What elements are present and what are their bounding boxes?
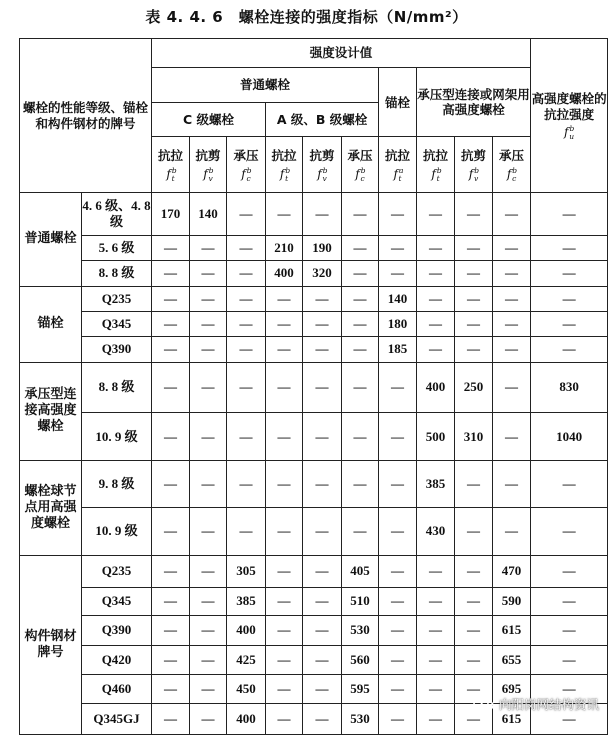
table-row — [20, 460, 608, 507]
design-value-header: 强度设计值 — [152, 39, 531, 68]
value-cell: — — [342, 413, 379, 461]
value-cell: — — [152, 704, 190, 735]
table-row — [20, 261, 608, 286]
row-label: 9. 8 级 — [82, 460, 152, 507]
ab-shear-header: 抗剪 $f^b_v$ — [303, 137, 342, 193]
value-cell: 510 — [342, 587, 379, 615]
row-label: Q420 — [82, 645, 152, 674]
value-cell: — — [417, 645, 455, 674]
value-cell: — — [455, 704, 493, 735]
anchor-header: 锚栓 — [379, 68, 417, 137]
value-cell: — — [531, 261, 608, 286]
value-cell: — — [266, 645, 303, 674]
table-row — [20, 337, 608, 362]
value-cell: — — [303, 337, 342, 362]
value-cell: — — [417, 337, 455, 362]
value-cell: — — [379, 587, 417, 615]
value-cell: 430 — [417, 507, 455, 556]
hs-shear-header: 抗剪 $f^b_v$ — [455, 137, 493, 193]
value-cell: 140 — [190, 193, 227, 236]
value-cell: — — [190, 704, 227, 735]
value-cell: — — [152, 413, 190, 461]
value-cell: — — [493, 460, 531, 507]
value-cell: 400 — [417, 362, 455, 413]
row-label: 8. 8 级 — [82, 261, 152, 286]
value-cell: 180 — [379, 311, 417, 336]
value-cell: — — [493, 235, 531, 260]
value-cell: — — [379, 616, 417, 645]
value-cell: — — [227, 507, 266, 556]
value-cell: — — [190, 507, 227, 556]
value-cell: — — [227, 193, 266, 236]
table-row — [20, 413, 608, 461]
value-cell: — — [455, 311, 493, 336]
value-cell: — — [531, 645, 608, 674]
value-cell: — — [190, 675, 227, 704]
value-cell: — — [190, 460, 227, 507]
value-cell: — — [342, 193, 379, 236]
value-cell: — — [493, 193, 531, 236]
value-cell: — — [342, 362, 379, 413]
value-cell: — — [531, 704, 608, 735]
value-cell: — — [227, 413, 266, 461]
value-cell: — — [455, 675, 493, 704]
value-cell: — — [152, 587, 190, 615]
value-cell: — — [417, 261, 455, 286]
value-cell: 400 — [227, 616, 266, 645]
table-row — [20, 556, 608, 587]
group-ordinary: 普通螺栓 — [20, 193, 82, 286]
fc-b-symbol: $f^b_c$ — [355, 165, 366, 183]
value-cell: — — [266, 337, 303, 362]
value-cell: — — [417, 616, 455, 645]
value-cell: 250 — [455, 362, 493, 413]
value-cell: — — [493, 337, 531, 362]
value-cell: — — [493, 362, 531, 413]
value-cell: — — [266, 413, 303, 461]
value-cell: 185 — [379, 337, 417, 362]
value-cell: 560 — [342, 645, 379, 674]
fv-b-symbol: $f^b_v$ — [317, 165, 328, 183]
value-cell: — — [266, 311, 303, 336]
value-cell: — — [417, 704, 455, 735]
row-label: Q390 — [82, 616, 152, 645]
value-cell: — — [152, 616, 190, 645]
c-tension-header: 抗拉 $f^b_t$ — [152, 137, 190, 193]
value-cell: — — [227, 261, 266, 286]
value-cell: 450 — [227, 675, 266, 704]
value-cell: 530 — [342, 704, 379, 735]
group-member-steel: 构件钢材牌号 — [20, 556, 82, 735]
c-shear-header: 抗剪 $f^b_v$ — [190, 137, 227, 193]
value-cell: — — [266, 556, 303, 587]
value-cell: 530 — [342, 616, 379, 645]
table-row — [20, 362, 608, 413]
value-cell: — — [455, 587, 493, 615]
value-cell: — — [342, 286, 379, 311]
row-label: Q345 — [82, 587, 152, 615]
value-cell: — — [379, 235, 417, 260]
value-cell: 385 — [417, 460, 455, 507]
row-label: Q235 — [82, 286, 152, 311]
table-row — [20, 235, 608, 260]
anchor-tension-header: 抗拉 $f^a_t$ — [379, 137, 417, 193]
table-row — [20, 645, 608, 674]
hs-tensile-header: 高强度螺栓的抗拉强度 $f^b_u$ — [531, 39, 608, 193]
value-cell: 500 — [417, 413, 455, 461]
value-cell: — — [455, 616, 493, 645]
value-cell: 830 — [531, 362, 608, 413]
fv-b-symbol: $f^b_v$ — [203, 165, 214, 183]
value-cell: — — [227, 286, 266, 311]
value-cell: — — [417, 235, 455, 260]
value-cell: — — [342, 507, 379, 556]
value-cell: — — [455, 507, 493, 556]
value-cell: — — [303, 645, 342, 674]
value-cell: — — [493, 261, 531, 286]
value-cell: — — [190, 556, 227, 587]
value-cell: 655 — [493, 645, 531, 674]
value-cell: — — [379, 193, 417, 236]
value-cell: — — [152, 645, 190, 674]
value-cell: — — [266, 675, 303, 704]
ft-b-symbol: $f^b_t$ — [431, 165, 442, 183]
fc-b-symbol: $f^b_c$ — [506, 165, 518, 183]
value-cell: — — [190, 587, 227, 615]
row-label: Q345 — [82, 311, 152, 336]
value-cell: 385 — [227, 587, 266, 615]
value-cell: — — [152, 311, 190, 336]
table-row — [20, 587, 608, 615]
value-cell: — — [152, 460, 190, 507]
value-cell: 320 — [303, 261, 342, 286]
table-row — [20, 311, 608, 336]
value-cell: — — [379, 556, 417, 587]
ab-tension-header: 抗拉 $f^b_t$ — [266, 137, 303, 193]
value-cell: 590 — [493, 587, 531, 615]
value-cell: — — [266, 193, 303, 236]
value-cell: — — [152, 261, 190, 286]
value-cell: — — [266, 362, 303, 413]
value-cell: — — [190, 286, 227, 311]
value-cell: 425 — [227, 645, 266, 674]
value-cell: — — [531, 286, 608, 311]
value-cell: — — [417, 193, 455, 236]
value-cell: — — [303, 460, 342, 507]
value-cell: — — [266, 507, 303, 556]
value-cell: 405 — [342, 556, 379, 587]
value-cell: 695 — [493, 675, 531, 704]
value-cell: — — [455, 261, 493, 286]
value-cell: — — [379, 261, 417, 286]
row-label: 5. 6 级 — [82, 235, 152, 260]
value-cell: — — [417, 286, 455, 311]
value-cell: — — [152, 235, 190, 260]
value-cell: — — [303, 616, 342, 645]
watermark: 向阳岗网结构资讯 — [473, 695, 599, 713]
value-cell: 210 — [266, 235, 303, 260]
group-ball-node: 螺栓球节点用高强度螺栓 — [20, 460, 82, 555]
hs-tension-header: 抗拉 $f^b_t$ — [417, 137, 455, 193]
value-cell: — — [342, 235, 379, 260]
value-cell: — — [531, 311, 608, 336]
value-cell: — — [531, 193, 608, 236]
value-cell: 615 — [493, 616, 531, 645]
value-cell: — — [190, 616, 227, 645]
value-cell: — — [266, 460, 303, 507]
value-cell: 140 — [379, 286, 417, 311]
row-label: 10. 9 级 — [82, 507, 152, 556]
value-cell: — — [455, 193, 493, 236]
value-cell: — — [303, 704, 342, 735]
value-cell: — — [190, 645, 227, 674]
value-cell: — — [342, 337, 379, 362]
table-title: 表 4. 4. 6 螺栓连接的强度指标（N/mm²） — [145, 8, 468, 26]
value-cell: — — [303, 286, 342, 311]
value-cell: — — [152, 337, 190, 362]
ft-b-symbol: $f^b_t$ — [166, 165, 177, 183]
value-cell: 400 — [266, 261, 303, 286]
row-label: Q390 — [82, 337, 152, 362]
value-cell: — — [227, 235, 266, 260]
wechat-icon — [473, 696, 495, 712]
value-cell: — — [493, 507, 531, 556]
ft-b-symbol: $f^b_t$ — [279, 165, 291, 183]
value-cell: — — [303, 556, 342, 587]
value-cell: — — [190, 337, 227, 362]
row-label: Q460 — [82, 675, 152, 704]
value-cell: — — [379, 704, 417, 735]
value-cell: — — [531, 616, 608, 645]
hs-bearing-header: 承压 $f^b_c$ — [493, 137, 531, 193]
value-cell: — — [227, 460, 266, 507]
value-cell: — — [152, 286, 190, 311]
row-label: Q235 — [82, 556, 152, 587]
fc-b-symbol: $f^b_c$ — [241, 165, 252, 183]
value-cell: 470 — [493, 556, 531, 587]
value-cell: — — [455, 460, 493, 507]
value-cell: — — [227, 362, 266, 413]
value-cell: — — [417, 311, 455, 336]
value-cell: 400 — [227, 704, 266, 735]
value-cell: — — [417, 675, 455, 704]
value-cell: — — [531, 337, 608, 362]
ft-a-symbol: $f^a_t$ — [393, 165, 404, 183]
value-cell: — — [455, 337, 493, 362]
strength-table — [19, 38, 608, 735]
row-label: 10. 9 级 — [82, 413, 152, 461]
value-cell: 190 — [303, 235, 342, 260]
value-cell: — — [266, 704, 303, 735]
group-anchor: 锚栓 — [20, 286, 82, 362]
value-cell: — — [342, 460, 379, 507]
value-cell: — — [531, 675, 608, 704]
value-cell: 305 — [227, 556, 266, 587]
c-grade-header: C 级螺栓 — [152, 102, 266, 136]
value-cell: — — [152, 507, 190, 556]
row-label: 4. 6 级、4. 8 级 — [82, 193, 152, 236]
value-cell: — — [531, 460, 608, 507]
value-cell: — — [152, 675, 190, 704]
value-cell: — — [531, 587, 608, 615]
value-cell: — — [303, 507, 342, 556]
value-cell: — — [417, 587, 455, 615]
value-cell: — — [379, 413, 417, 461]
fu-b-symbol: $f^b_u$ — [564, 124, 575, 142]
value-cell: — — [266, 587, 303, 615]
value-cell: 615 — [493, 704, 531, 735]
fv-b-symbol: $f^b_v$ — [468, 165, 480, 183]
value-cell: — — [531, 556, 608, 587]
value-cell: — — [227, 311, 266, 336]
value-cell: — — [190, 235, 227, 260]
group-bearing: 承压型连接高强度螺栓 — [20, 362, 82, 460]
value-cell: — — [455, 645, 493, 674]
ordinary-bolt-header: 普通螺栓 — [152, 68, 379, 102]
value-cell: 595 — [342, 675, 379, 704]
bearing-header: 承压型连接或网架用高强度螺栓 — [417, 68, 531, 137]
ab-bearing-header: 承压 $f^b_c$ — [342, 137, 379, 193]
value-cell: — — [190, 413, 227, 461]
value-cell: — — [266, 616, 303, 645]
table-row — [20, 616, 608, 645]
c-bearing-header: 承压 $f^b_c$ — [227, 137, 266, 193]
value-cell: — — [379, 460, 417, 507]
value-cell: — — [190, 261, 227, 286]
value-cell: — — [303, 587, 342, 615]
value-cell: — — [379, 675, 417, 704]
row-label: 8. 8 级 — [82, 362, 152, 413]
value-cell: — — [190, 311, 227, 336]
value-cell: — — [417, 556, 455, 587]
value-cell: — — [455, 556, 493, 587]
value-cell: — — [379, 645, 417, 674]
value-cell: — — [152, 556, 190, 587]
value-cell: — — [227, 337, 266, 362]
value-cell: — — [455, 235, 493, 260]
value-cell: — — [493, 413, 531, 461]
ab-grade-header: A 级、B 级螺栓 — [266, 102, 379, 136]
row-label: Q345GJ — [82, 704, 152, 735]
value-cell: — — [190, 362, 227, 413]
value-cell: — — [493, 286, 531, 311]
value-cell: — — [379, 362, 417, 413]
value-cell: — — [531, 235, 608, 260]
value-cell: — — [303, 311, 342, 336]
value-cell: — — [303, 193, 342, 236]
value-cell: 1040 — [531, 413, 608, 461]
value-cell: — — [531, 507, 608, 556]
value-cell: — — [303, 413, 342, 461]
value-cell: — — [303, 362, 342, 413]
value-cell: — — [303, 675, 342, 704]
row-label-header: 螺栓的性能等级、锚栓和构件钢材的牌号 — [20, 39, 152, 193]
table-row — [20, 507, 608, 556]
value-cell: — — [379, 507, 417, 556]
value-cell: — — [455, 286, 493, 311]
value-cell: — — [342, 261, 379, 286]
value-cell: 310 — [455, 413, 493, 461]
value-cell: — — [342, 311, 379, 336]
table-row — [20, 193, 608, 236]
table-row — [20, 286, 608, 311]
value-cell: — — [493, 311, 531, 336]
value-cell: — — [152, 362, 190, 413]
value-cell: 170 — [152, 193, 190, 236]
value-cell: — — [266, 286, 303, 311]
